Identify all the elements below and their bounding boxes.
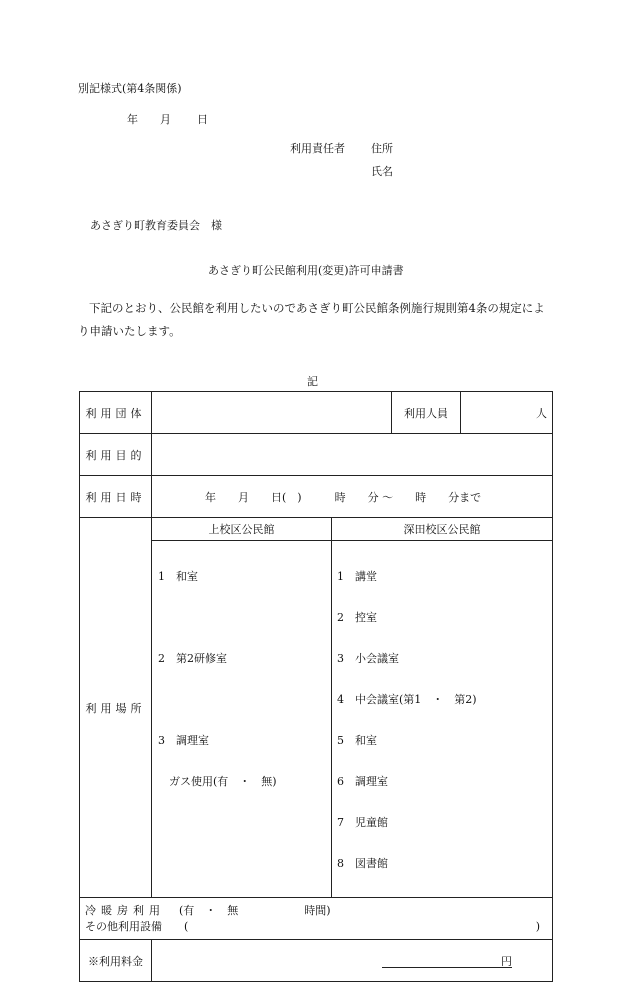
- place-label: 利用場所: [80, 518, 152, 898]
- row-purpose: [80, 434, 553, 476]
- other-close-paren: ): [535, 919, 540, 933]
- applicant-label: 利用責任者: [290, 142, 345, 155]
- group-label: 利用団体: [80, 392, 152, 434]
- aircon-options[interactable]: (有 ・ 無 時間): [179, 903, 331, 917]
- form-reference: 別記様式(第4条関係): [78, 82, 182, 95]
- place-left-list: [152, 541, 332, 898]
- equipment-cell: [80, 898, 553, 940]
- document-title: あさぎり町公民館利用(変更)許可申請書: [208, 264, 404, 277]
- date-year: 年: [127, 113, 138, 126]
- intro-text: 下記のとおり、公民館を利用したいのであさぎり町公民館条例施行規則第4条の規定により申請いたします。: [78, 301, 545, 338]
- other-open-paren: (: [184, 919, 189, 933]
- left-room[interactable]: 1 和室: [158, 570, 198, 583]
- row-fee: [80, 940, 553, 982]
- place-right-header: 深田校区公民館: [332, 518, 553, 541]
- addressee: あさぎり町教育委員会 様: [90, 219, 222, 232]
- applicant-address-label: 住所: [371, 142, 393, 155]
- place-left-header: 上校区公民館: [152, 518, 332, 541]
- aircon-label: 冷暖房利用: [85, 903, 165, 917]
- purpose-value-cell[interactable]: [152, 434, 553, 476]
- fee-value-cell[interactable]: [152, 940, 553, 982]
- people-unit: 人: [536, 406, 547, 420]
- right-room[interactable]: 6 調理室: [337, 775, 388, 788]
- gas-use-option[interactable]: ガス使用(有 ・ 無): [158, 775, 277, 788]
- left-room[interactable]: 3 調理室: [158, 734, 209, 747]
- fee-unit: 円: [501, 954, 512, 968]
- right-room[interactable]: 1 講堂: [337, 570, 377, 583]
- right-room[interactable]: 7 児童館: [337, 816, 388, 829]
- other-equipment-label: その他利用設備: [85, 919, 162, 933]
- left-room: [158, 610, 331, 625]
- fee-label: ※利用料金: [80, 940, 152, 982]
- purpose-label: 利用目的: [80, 434, 152, 476]
- right-room[interactable]: 8 図書館: [337, 857, 388, 870]
- date-day: 日: [197, 113, 208, 126]
- people-label: 利用人員: [392, 392, 461, 434]
- left-room[interactable]: 2 第2研修室: [158, 652, 227, 665]
- group-value-cell[interactable]: [152, 392, 392, 434]
- left-room: [158, 692, 331, 707]
- row-place-headers: [80, 518, 553, 541]
- right-room[interactable]: 5 和室: [337, 734, 377, 747]
- intro-paragraph: [78, 297, 552, 343]
- fee-amount-line[interactable]: [382, 953, 512, 968]
- row-group: [80, 392, 553, 434]
- right-room[interactable]: 4 中会議室(第1 ・ 第2): [337, 693, 477, 706]
- row-datetime: [80, 476, 553, 518]
- datetime-label: 利用日時: [80, 476, 152, 518]
- date-month: 月: [160, 113, 171, 126]
- datetime-value[interactable]: 年 月 日( ) 時 分 ～ 時 分まで: [152, 476, 553, 518]
- place-right-list: [332, 541, 553, 898]
- right-room[interactable]: 2 控室: [337, 611, 377, 624]
- row-equipment: [80, 898, 553, 940]
- people-unit-cell[interactable]: [461, 392, 553, 434]
- applicant-name-label: 氏名: [371, 165, 393, 178]
- ki-heading: 記: [307, 375, 318, 388]
- application-table: [79, 391, 553, 982]
- right-room[interactable]: 3 小会議室: [337, 652, 399, 665]
